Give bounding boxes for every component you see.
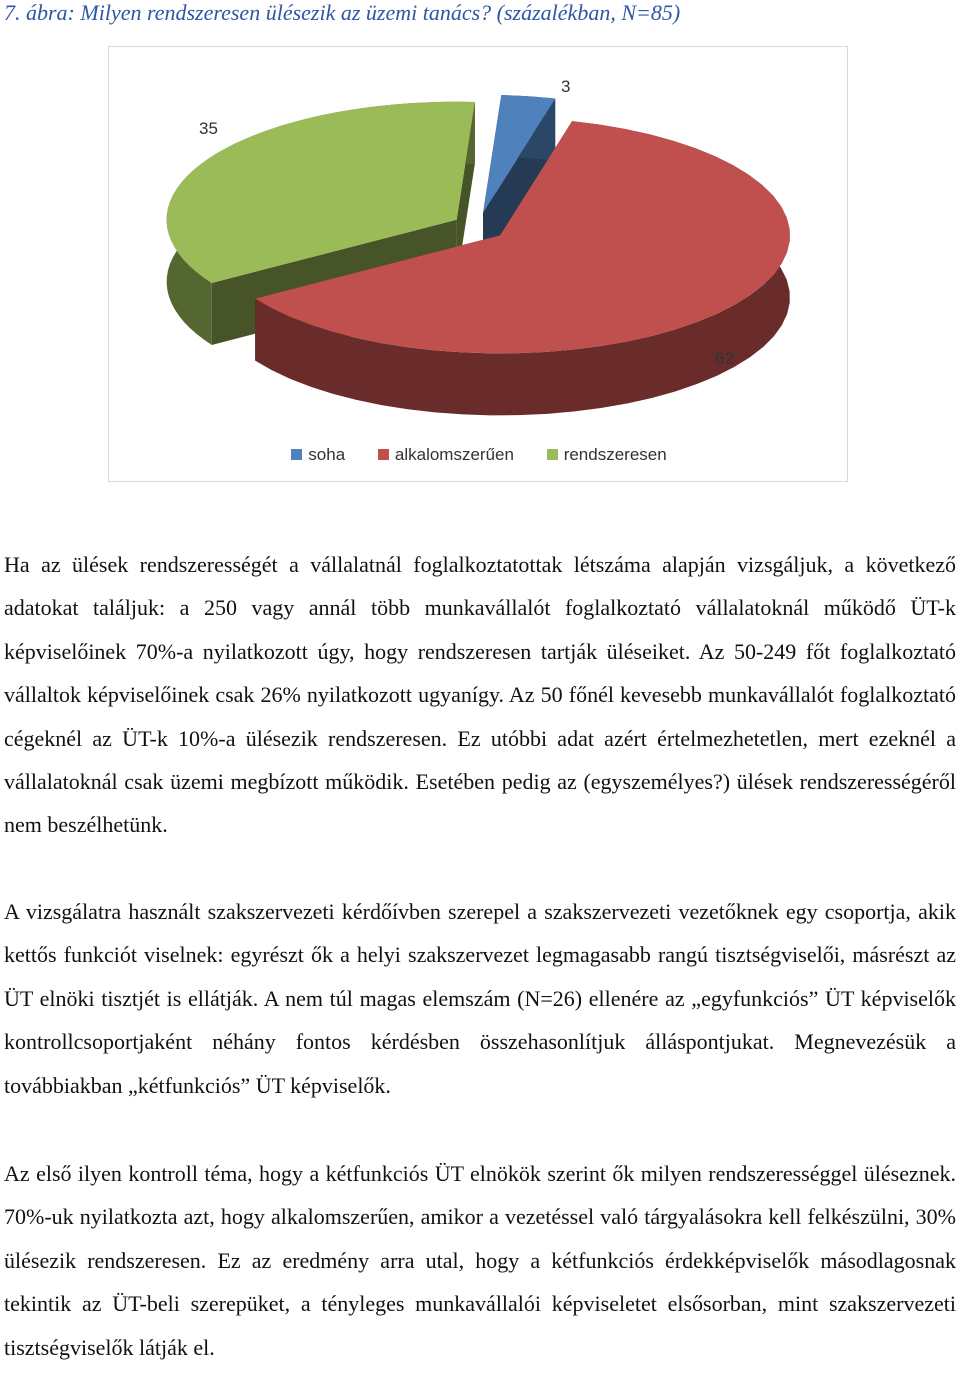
body-paragraph-2: A vizsgálatra használt szakszervezeti kérdőívben szerepel a szakszervezeti vezetőknek egy csoportja, akik kettős funkciót viselnek: egyrészt ők a helyi szakszervezet legmagasabb rangú tisztségviselői, másrészt az ÜT elnöki tisztjét is ellátják. A nem túl magas elemszám (N=26) ellenére az „egyfunkciós” ÜT képviselők kontrollcsoportjaként néhány fontos kérdésben összehasonlítjuk álláspontjukat. Megnevezésük a továbbiakban „kétfunkciós” ÜT képviselők.	[4, 899, 956, 1098]
slice-label-soha: 3	[561, 77, 571, 96]
legend-swatch-rendszeresen	[547, 449, 558, 460]
body-paragraph-1: Ha az ülések rendszerességét a vállalatnál foglalkoztatottak létszáma alapján vizsgáljuk, a következő adatokat találjuk: a 250 vagy annál több munkavállalót foglalkoztató vállalatoknál működő ÜT-k képviselőinek 70%-a nyilatkozott úgy, hogy rendszeresen tartják üléseiket. Az 50-249 főt foglalkoztató vállaltok képviselőinek csak 26% nyilatkozott ugyanígy. Az 50 főnél kevesebb munkavállalót foglalkoztató cégeknél az ÜT-k 10%-a ülésezik rendszeresen. Ez utóbbi adat azért értelmezhetetlen, mert ezeknél a vállalatoknál csak üzemi megbízott működik. Esetében pedig az (egyszemélyes?) ülések rendszerességéről nem beszélhetünk.	[4, 552, 956, 838]
legend-item-soha	[291, 445, 345, 465]
legend-swatch-alkalomszeruen	[378, 449, 389, 460]
pie-chart-canvas	[109, 47, 849, 437]
pie-chart	[108, 46, 848, 482]
legend-swatch-soha	[291, 449, 302, 460]
slice-label-rendszeresen: 35	[199, 119, 218, 138]
legend-label-alkalomszeruen: alkalomszerűen	[394, 445, 514, 464]
legend-label-rendszeresen: rendszeresen	[563, 445, 667, 464]
chart-legend	[109, 445, 849, 465]
legend-item-alkalomszeruen	[378, 445, 514, 465]
body-paragraph-3: Az első ilyen kontroll téma, hogy a kétfunkciós ÜT elnökök szerint ők milyen rendszerességgel üléseznek. 70%-uk nyilatkozta azt, hogy alkalomszerűen, amikor a vezetéssel való tárgyalásokra kell felkészülni, 30% ülésezik rendszeresen. Ez az eredmény arra utal, hogy a kétfunkciós érdekképviselők másodlagosnak tekintik az ÜT-beli szerepüket, a tényleges munkavállalói képviseletet elsősorban, mint szakszervezeti tisztségviselők látják el.	[4, 1161, 956, 1360]
legend-label-soha: soha	[308, 445, 346, 464]
slice-label-alkalomszeruen: 62	[715, 349, 734, 368]
figure-caption: 7. ábra: Milyen rendszeresen ülésezik az üzemi tanács? (százalékban, N=85)	[4, 0, 681, 25]
legend-item-rendszeresen	[547, 445, 667, 465]
